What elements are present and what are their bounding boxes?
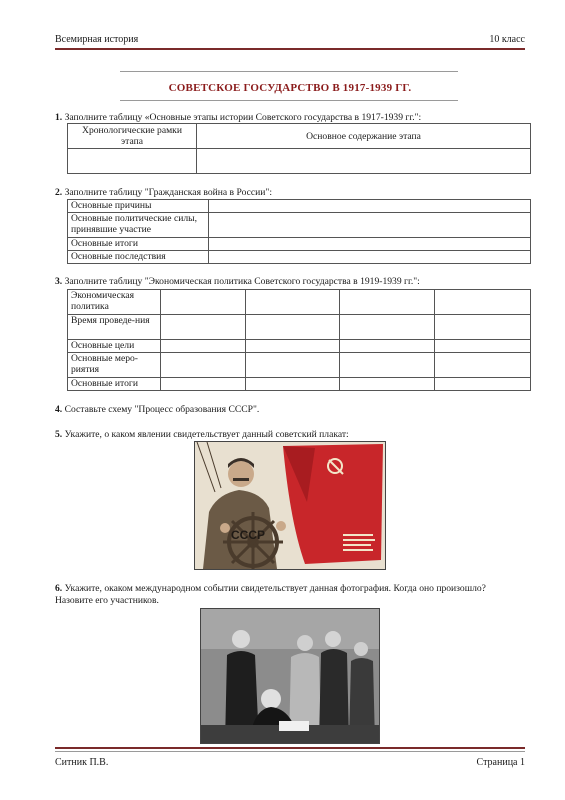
- table-civil-war: [67, 199, 531, 264]
- footer-rule: [55, 747, 525, 749]
- table-economy-cell[interactable]: [340, 340, 435, 353]
- table-economy-row-label: Основные цели: [68, 340, 161, 353]
- table-economy-cell[interactable]: [246, 315, 340, 340]
- table-civil-war-row-label: Основные причины: [68, 200, 209, 213]
- question-5-number: 5.: [55, 429, 63, 440]
- title-rule-bottom: [120, 100, 458, 101]
- table-economy-cell[interactable]: [161, 290, 246, 315]
- table-economy: [67, 289, 531, 391]
- table-economy-row-label: Время проведе-ния: [68, 315, 161, 340]
- table-economy-row-label: Экономическая политика: [68, 290, 161, 315]
- table-economy-cell[interactable]: [435, 378, 531, 391]
- header-grade: 10 класс: [489, 34, 525, 45]
- page-title: СОВЕТСКОЕ ГОСУДАРСТВО В 1917-1939 ГГ.: [168, 82, 412, 94]
- table-economy-cell[interactable]: [246, 290, 340, 315]
- table-stages-cell[interactable]: [68, 149, 197, 174]
- question-1-number: 1.: [55, 112, 63, 123]
- question-2-text: Заполните таблицу "Гражданская война в России":: [64, 187, 272, 198]
- table-economy-cell[interactable]: [161, 340, 246, 353]
- table-stages-header-period: Хронологические рамки этапа: [68, 124, 197, 149]
- question-5-text: Укажите, о каком явлении свидетельствует данный советский плакат:: [64, 429, 349, 440]
- question-1-text: Заполните таблицу «Основные этапы истории Советского государства в 1917-1939 гг.":: [64, 112, 422, 123]
- footer-author: Ситник П.В.: [55, 757, 109, 768]
- table-economy-cell[interactable]: [161, 353, 246, 378]
- table-civil-war-cell[interactable]: [209, 238, 531, 251]
- table-economy-row-label: Основные итоги: [68, 378, 161, 391]
- table-civil-war-row-label: Основные итоги: [68, 238, 209, 251]
- poster-cccp-text: СССР: [231, 528, 266, 542]
- historical-photo-image: [200, 608, 380, 744]
- title-rule-top: [120, 71, 458, 72]
- question-2-number: 2.: [55, 187, 63, 198]
- table-economy-cell[interactable]: [340, 353, 435, 378]
- table-economy-cell[interactable]: [340, 290, 435, 315]
- question-6: [55, 583, 525, 607]
- table-economy-cell[interactable]: [246, 353, 340, 378]
- table-economy-cell[interactable]: [435, 315, 531, 340]
- soviet-poster-illustration: [195, 442, 385, 569]
- table-economy-cell[interactable]: [161, 378, 246, 391]
- question-6-text: Укажите, окаком международном событии свидетельствует данная фотография. Когда оно произошло? Назовите его участников.: [55, 583, 486, 606]
- table-economy-cell[interactable]: [435, 290, 531, 315]
- question-3-text: Заполните таблицу "Экономическая политика Советского государства в 1919-1939 гг.":: [64, 276, 420, 287]
- soviet-poster-image: [194, 441, 386, 570]
- table-economy-cell[interactable]: [340, 378, 435, 391]
- table-stages-header-content: Основное содержание этапа: [197, 124, 531, 149]
- table-stages-cell[interactable]: [197, 149, 531, 174]
- table-civil-war-row-label: Основные политические силы, принявшие участие: [68, 213, 209, 238]
- footer-page-number: Страница 1: [476, 757, 525, 768]
- question-2: [55, 187, 525, 199]
- footer-rule-thin: [55, 751, 525, 752]
- table-civil-war-row-label: Основные последствия: [68, 251, 209, 264]
- question-4-number: 4.: [55, 404, 63, 415]
- table-civil-war-cell[interactable]: [209, 251, 531, 264]
- table-economy-cell[interactable]: [246, 378, 340, 391]
- table-economy-row-label: Основные меро-риятия: [68, 353, 161, 378]
- question-3: [55, 276, 525, 288]
- question-3-number: 3.: [55, 276, 63, 287]
- question-5: [55, 429, 525, 441]
- historical-photo-illustration: [201, 609, 379, 743]
- question-4-text: Составьте схему "Процесс образования СССР".: [64, 404, 260, 415]
- table-economy-cell[interactable]: [246, 340, 340, 353]
- header-rule: [55, 48, 525, 50]
- table-economy-cell[interactable]: [435, 340, 531, 353]
- header-subject: Всемирная история: [55, 34, 139, 45]
- table-economy-cell[interactable]: [435, 353, 531, 378]
- table-civil-war-cell[interactable]: [209, 213, 531, 238]
- table-economy-cell[interactable]: [340, 315, 435, 340]
- table-civil-war-cell[interactable]: [209, 200, 531, 213]
- table-stages: [67, 123, 531, 174]
- question-4: [55, 404, 525, 416]
- question-6-number: 6.: [55, 583, 63, 594]
- table-economy-cell[interactable]: [161, 315, 246, 340]
